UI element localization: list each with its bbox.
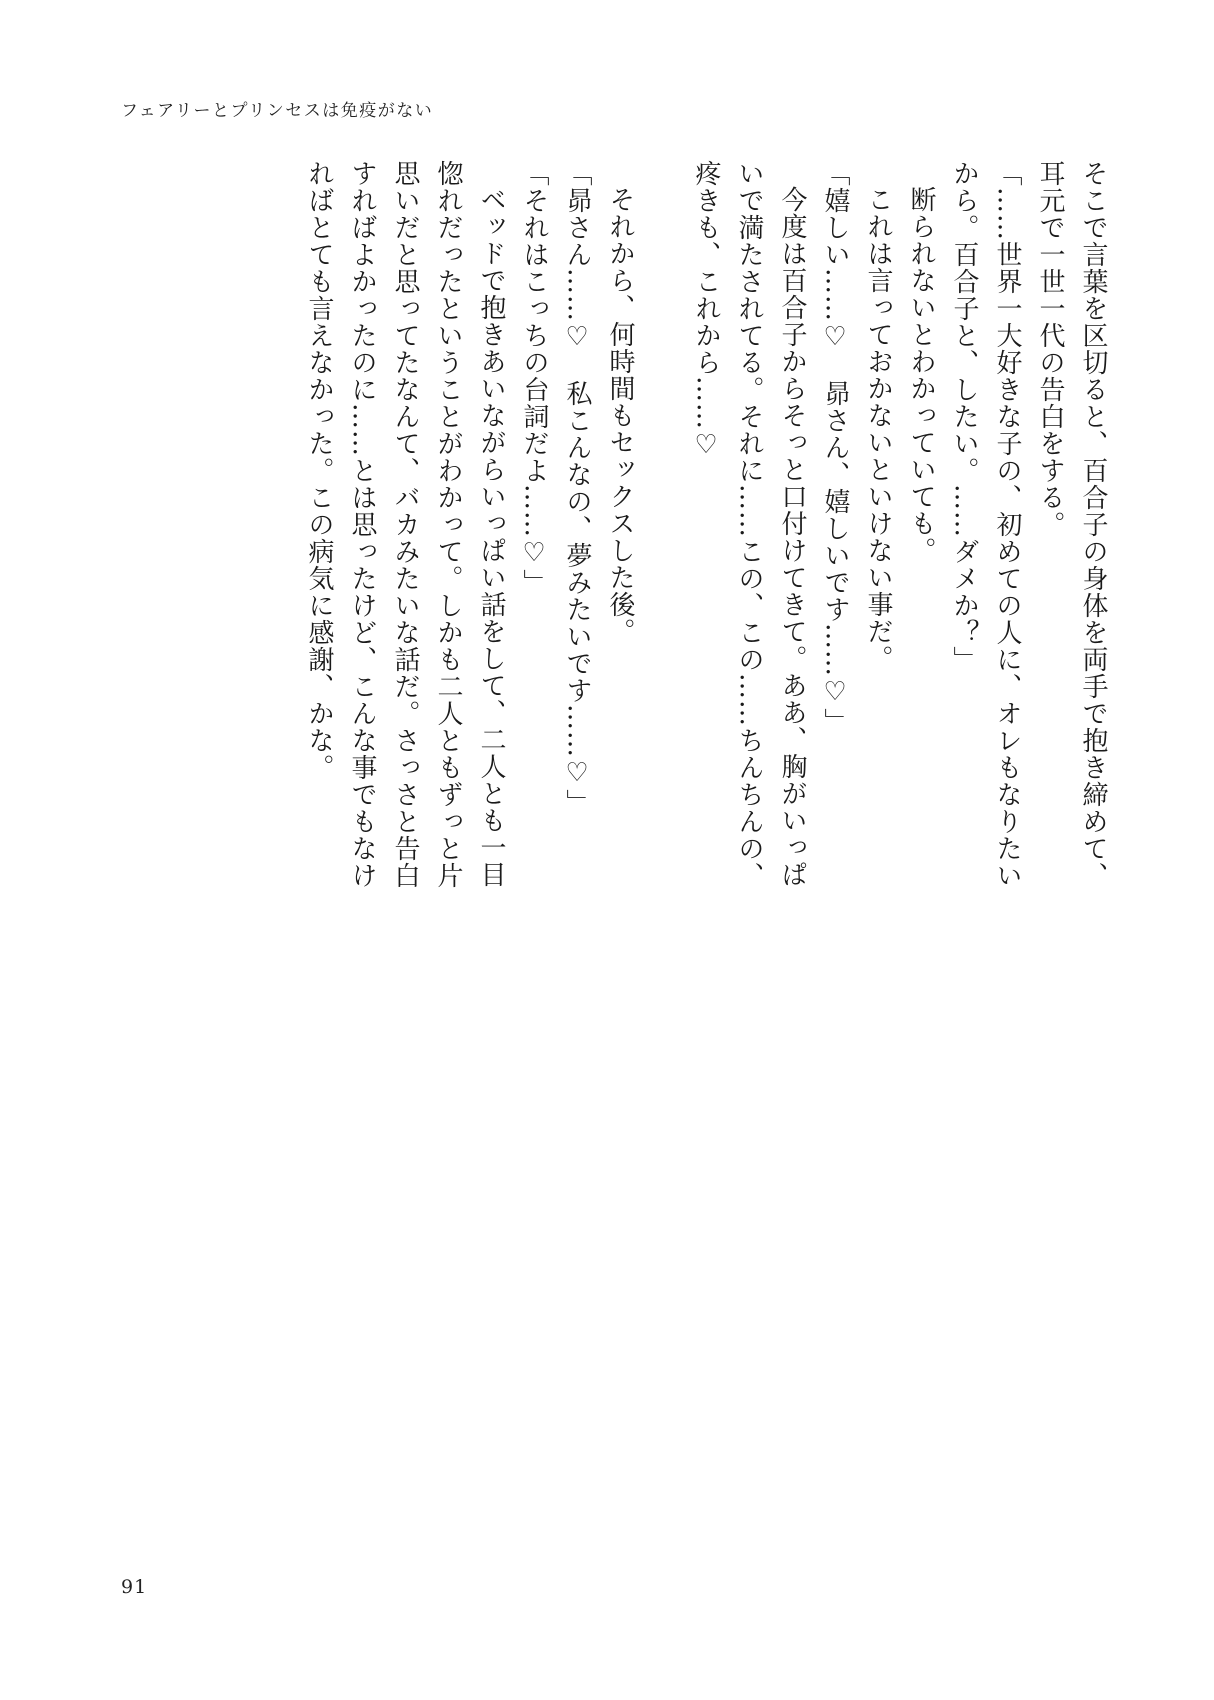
text-line: これは言っておかないといけない事だ。 [863,186,893,672]
text-line: 耳元で一世一代の告白をする。 [1035,160,1065,538]
body-text-block [297,160,1114,1450]
text-line: すればよかったのに……とは思ったけど、こんな事でもなけ [347,160,377,889]
text-line: 疼きも、これから……♡ [691,160,721,461]
text-line: いで満たされてる。それに……この、この……ちんちんの、 [734,160,764,889]
text-line: そこで言葉を区切ると、百合子の身体を両手で抱き締めて、 [1078,160,1108,889]
text-line: 思いだと思ってたなんて、バカみたいな話だ。さっさと告白 [390,160,420,889]
text-line: ベッドで抱きあいながらいっぱい話をして、二人とも一目 [476,186,506,888]
running-header-title: フェアリーとプリンセスは免疫がない [121,101,434,121]
page-number: 91 [121,1576,148,1598]
text-line: 断られないとわかっていても。 [906,186,936,564]
text-line: 「嬉しい……♡ 昴さん、嬉しいです……♡」 [820,160,850,735]
blank-line [641,160,684,1450]
text-line: 「それはこっちの台詞だよ……♡」 [519,160,549,596]
text-line: ればとても言えなかった。この病気に感謝、かな。 [304,160,334,781]
text-line: 惚れだったということがわかって。しかも二人ともずっと片 [433,160,463,889]
text-line: それから、何時間もセックスした後。 [605,186,635,645]
text-line: 今度は百合子からそっと口付けてきて。ああ、胸がいっぱ [777,186,807,888]
text-line: 「……世界一大好きな子の、初めての人に、オレもなりたい [992,160,1022,889]
text-line: 「昴さん……♡ 私こんなの、夢みたいです……♡」 [562,160,592,816]
text-line: から。百合子と、したい。……ダメか？」 [949,160,979,673]
